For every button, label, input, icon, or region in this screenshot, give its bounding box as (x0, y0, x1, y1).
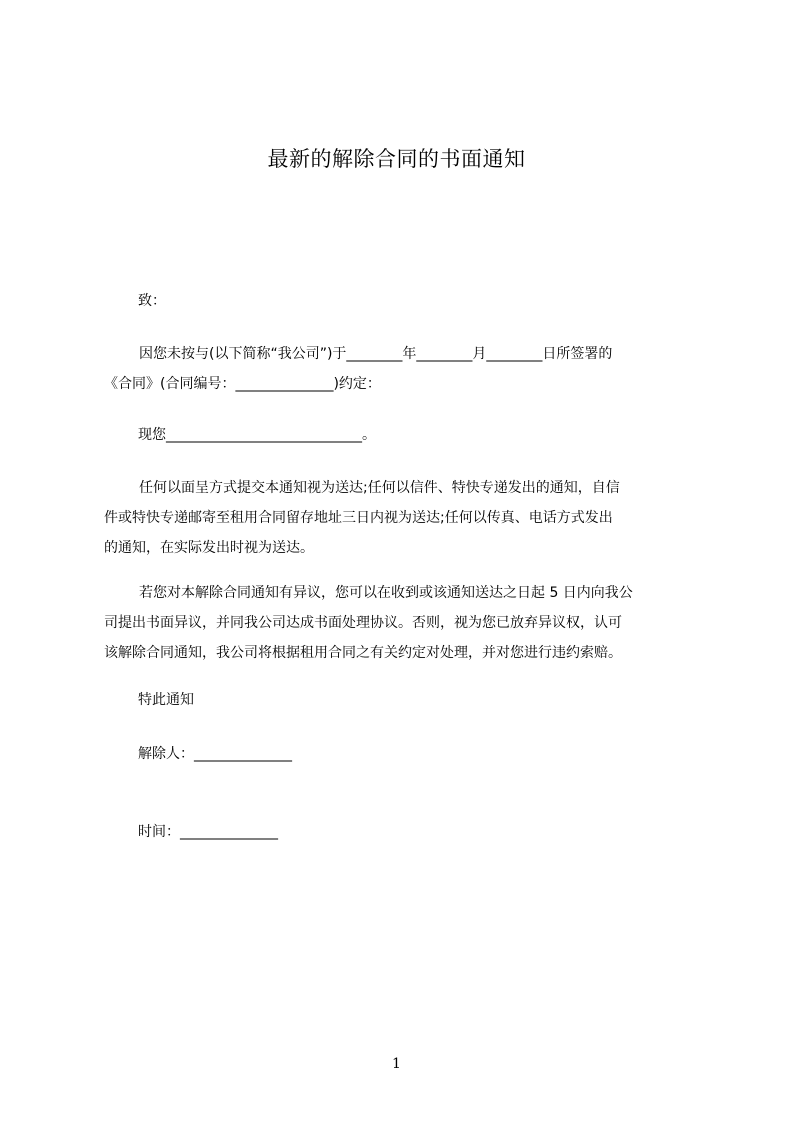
page-number: 1 (392, 1056, 401, 1072)
paragraph-line: 若您对本解除合同通知有异议，您可以在收到或该通知送达之日起 5 日内向我公 (139, 585, 633, 601)
terminator-signature-line: 解除人：______________ (138, 746, 292, 762)
time-signature-line: 时间：______________ (138, 824, 278, 840)
paragraph-contract-reference (104, 339, 700, 399)
paragraph-line: 因您未按与(以下简称“我公司”)于________年________月________日所签署的 (139, 346, 613, 362)
paragraph-line: 司提出书面异议，并同我公司达成书面处理协议。否则，视为您已放弃异议权，认可 (104, 615, 622, 631)
paragraph-line: 该解除合同通知，我公司将根据租用合同之有关约定对处理，并对您进行违约索赔。 (104, 645, 622, 661)
paragraph-line: 件或特快专递邮寄至租用合同留存地址三日内视为送达;任何以传真、电话方式发出 (104, 510, 613, 526)
closing-notice: 特此通知 (138, 692, 194, 708)
document-title: 最新的解除合同的书面通知 (267, 147, 526, 171)
salutation: 致： (138, 293, 166, 309)
paragraph-line: 任何以面呈方式提交本通知视为送达;任何以信件、特快专递发出的通知，自信 (139, 480, 620, 496)
paragraph-objection-terms (104, 578, 700, 668)
paragraph-breach: 现您____________________________。 (138, 427, 376, 443)
paragraph-delivery-terms (104, 473, 700, 563)
paragraph-line: 《合同》(合同编号：______________)约定： (104, 376, 381, 392)
paragraph-line: 的通知，在实际发出时视为送达。 (104, 540, 314, 556)
